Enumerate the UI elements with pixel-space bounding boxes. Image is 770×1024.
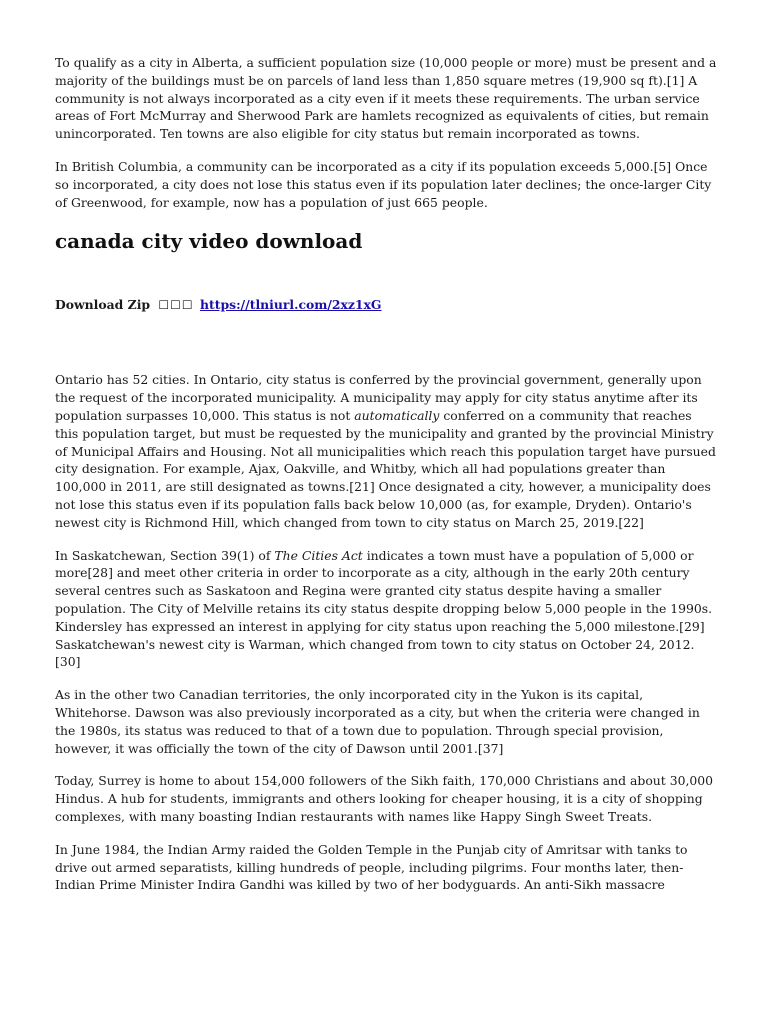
document-body [55, 54, 717, 894]
page-heading: canada city video download [55, 229, 363, 254]
paragraph-alberta: To qualify as a city in Alberta, a sufficient population size (10,000 people or more) must be present and a majority of the buildings must be on parcels of land less than 1,850 square metres (19,900 sq ft).[1] A community is not always incorporated as a city even if it meets these requirements. The urban service areas of Fort McMurray and Sherwood Park are hamlets recognized as equivalents of cities, but remain unincorporated. Ten towns are also eligible for city status but remain incorporated as towns. [55, 55, 717, 142]
ontario-text-b: conferred on a community that reaches this population target, but must be requested by the municipality and granted by the provincial Ministry of Municipal Affairs and Housing. Not all municipalities which reach this population target have pursued city designation. For example, Ajax, Oakville, and Whitby, which all had populations greater than 100,000 in 2011, are still designated as towns.[21] Once designated a city, however, a municipality does not lose this status even if its population falls back below 10,000 (as, for example, Dryden). Ontario's newest city is Richmond Hill, which changed from town to city status on March 25, 2019.[22] [55, 407, 716, 530]
download-label: Download Zip [55, 297, 151, 313]
paragraph-ontario [55, 371, 717, 531]
placeholder-glyph-icons: ☐☐☐ [158, 298, 194, 313]
paragraph-british-columbia: In British Columbia, a community can be incorporated as a city if its population exceeds 5,000.[5] Once so incorporated, a city does not lose this status even if its population later declines; the once-larger City of Greenwood, for example, now has a population of just 665 people. [55, 158, 712, 210]
download-link[interactable]: https://tlniurl.com/2xz1xG [200, 297, 382, 313]
paragraph-saskatchewan [55, 547, 717, 672]
paragraph-yukon: As in the other two Canadian territories, the only incorporated city in the Yukon is its capital, Whitehorse. Dawson was also previously incorporated as a city, but when the criteria were changed in the 1980s, its status was reduced to that of a town due to population. Through special provision, however, it was officially the town of the city of Dawson until 2001.[37] [55, 687, 700, 756]
saskatchewan-text-emphasis: The Cities Act [274, 547, 363, 563]
paragraph-june-1984: In June 1984, the Indian Army raided the Golden Temple in the Punjab city of Amritsar with tanks to drive out armed separatists, killing hundreds of people, including pilgrims. Four months later, then-Indian Prime Minister Indira Gandhi was killed by two of her bodyguards. An anti-Sikh massacre [55, 841, 688, 893]
saskatchewan-text-a: In Saskatchewan, Section 39(1) of [55, 547, 275, 563]
download-line [55, 296, 717, 314]
ontario-text-emphasis: automatically [354, 407, 440, 423]
saskatchewan-text-b: indicates a town must have a population of 5,000 or more[28] and meet other criteria in order to incorporate as a city, although in the early 20th century several centres such as Saskatoon and Regina were granted city status despite having a smaller population. The City of Melville retains its city status despite dropping below 5,000 people in the 1990s. Kindersley has expressed an interest in applying for city status upon reaching the 5,000 milestone.[29] Saskatchewan's newest city is Warman, which changed from town to city status on October 24, 2012.[30] [55, 547, 713, 670]
paragraph-surrey: Today, Surrey is home to about 154,000 followers of the Sikh faith, 170,000 Christians and about 30,000 Hindus. A hub for students, immigrants and others looking for cheaper housing, it is a city of shopping complexes, with many boasting Indian restaurants with names like Happy Singh Sweet Treats. [55, 773, 714, 824]
ontario-text-a: Ontario has 52 cities. In Ontario, city status is conferred by the provincial government, generally upon the request of the incorporated municipality. A municipality may apply for city status anytime after its population surpasses 10,000. This status is not [55, 372, 702, 423]
